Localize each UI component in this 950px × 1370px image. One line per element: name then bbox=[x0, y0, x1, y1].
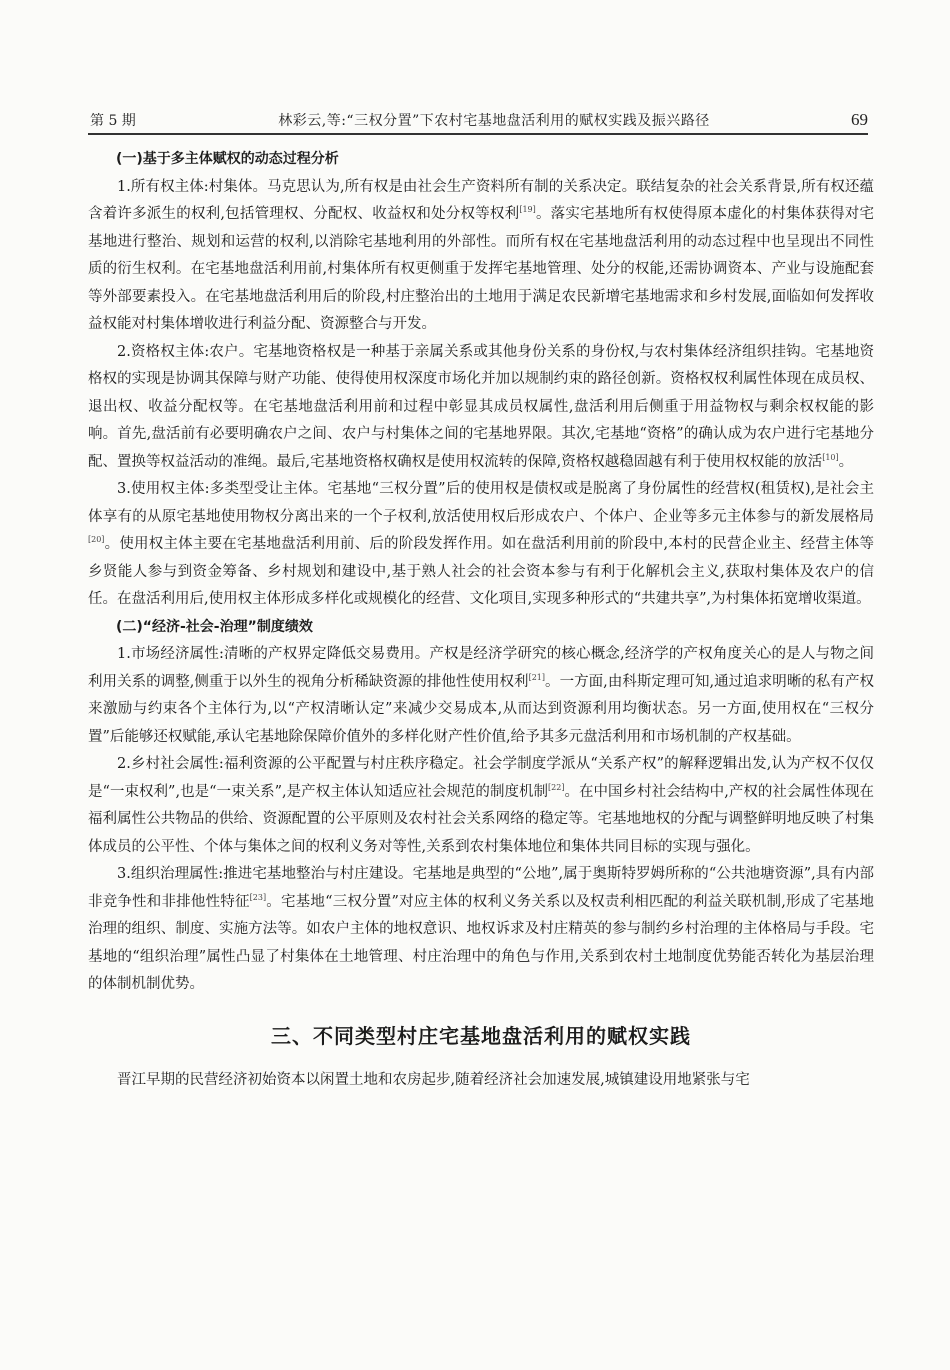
citation-ref: [10] bbox=[822, 452, 839, 462]
citation-ref: [22] bbox=[548, 782, 565, 792]
paragraph-text: 。使用权主体主要在宅基地盘活利用前、后的阶段发挥作用。如在盘活利用前的阶段中,本村的民营企业主、经营主体等乡贤能人参与到资金筹备、乡村规划和建设中,基于熟人社会的社会资本参与有利于化解机会主义,获取村集体及农户的信任。在盘活利用后,使用权主体形成多样化或规模化的经营、文化项目,实现多种形式的“共建共享”,为村集体拓宽增收渠道。 bbox=[88, 536, 874, 607]
paragraph-rural-society bbox=[88, 751, 874, 861]
paragraph-text: 2.资格权主体:农户。宅基地资格权是一种基于亲属关系或其他身份关系的身份权,与农村集体经济组织挂钩。宅基地资格权的实现是协调其保障与财产功能、使得使用权深度市场化并加以规制约束的路径创新。资格权权利属性体现在成员权、退出权、收益分配权等。在宅基地盘活利用前和过程中彰显其成员权属性,盘活利用后侧重于用益物权与剩余权权能的影响。首先,盘活前有必要明确农户之间、农户与村集体之间的宅基地界限。其次,宅基地“资格”的确认成为农户进行宅基地分配、置换等权益活动的准绳。最后,宅基地资格权确权是使用权流转的保障,资格权越稳固越有利于使用权权能的放活 bbox=[88, 343, 874, 470]
paragraph-text: 。 bbox=[838, 453, 854, 470]
paragraph-text: 。宅基地“三权分置”对应主体的权利义务关系以及权责利相匹配的利益关联机制,形成了宅基地治理的组织、制度、实施方法等。如农户主体的地权意识、地权诉求及村庄精英的参与制约乡村治理的主体格局与手段。宅基地的“组织治理”属性凸显了村集体在土地管理、村庄治理中的角色与作用,关系到农村土地制度优势能否转化为基层治理的体制机制优势。 bbox=[88, 893, 874, 992]
paragraph-text: 1.市场经济属性:清晰的产权界定降低交易费用。产权是经济学研究的核心概念,经济学的产权角度关心的是人与物之间利用关系的调整,侧重于以外生的视角分析稀缺资源的排他性使用权利 bbox=[88, 646, 874, 690]
subsection-2-title: (二)“经济-社会-治理”制度绩效 bbox=[116, 618, 313, 635]
paragraph-governance bbox=[88, 861, 874, 999]
running-title: 林彩云,等:“三权分置”下农村宅基地盘活利用的赋权实践及振兴路径 bbox=[278, 113, 710, 129]
paragraph-ownership bbox=[88, 174, 874, 339]
citation-ref: [21] bbox=[528, 672, 546, 682]
page-number: 69 bbox=[851, 110, 868, 129]
page-header bbox=[90, 100, 868, 130]
paragraph-jinjiang: 晋江早期的民营经济初始资本以闲置土地和农房起步,随着经济社会加速发展,城镇建设用地紧张与宅 bbox=[117, 1071, 750, 1088]
paragraph-qualification bbox=[88, 339, 874, 477]
subsection-1-title: (一)基于多主体赋权的动态过程分析 bbox=[116, 151, 339, 167]
paragraph-market-economy bbox=[88, 641, 874, 751]
citation-ref: [23] bbox=[249, 892, 267, 902]
section-3-title: 三、不同类型村庄宅基地盘活利用的赋权实践 bbox=[271, 1023, 691, 1048]
citation-ref: [19] bbox=[519, 205, 536, 215]
header-rule bbox=[88, 133, 868, 135]
article-body bbox=[88, 146, 874, 1094]
paragraph-text: 3.使用权主体:多类型受让主体。宅基地“三权分置”后的使用权是债权或是脱离了身份属性的经营权(租赁权),是社会主体享有的从原宅基地使用物权分离出来的一个子权利,放活使用权后形成农户、个体户、企业等多元主体参与的新发展格局 bbox=[88, 481, 874, 525]
citation-ref: [20] bbox=[88, 535, 105, 545]
paragraph-use-right bbox=[88, 476, 874, 614]
paragraph-text: 1.所有权主体:村集体。马克思认为,所有权是由社会生产资料所有制的关系决定。联结复杂的社会关系背景,所有权还蕴含着许多派生的权利,包括管理权、分配权、收益权和处分权等权利 bbox=[88, 178, 874, 222]
paragraph-text: 。在中国乡村社会结构中,产权的社会属性体现在福利属性公共物品的供给、资源配置的公平原则及农村社会关系网络的稳定等。宅基地地权的分配与调整鲜明地反映了村集体成员的公平性、个体与集体之间的权利义务对等性,关系到农村集体地位和集体共同目标的实现与强化。 bbox=[88, 783, 874, 855]
paragraph-text: 。一方面,由科斯定理可知,通过追求明晰的私有产权来激励与约束各个主体行为,以“产权清晰认定”来减少交易成本,从而达到资源利用均衡状态。另一方面,使用权在“三权分置”后能够还权赋能,承认宅基地除保障价值外的多样化财产性价值,给予其多元盘活利用和市场机制的产权基础。 bbox=[88, 673, 874, 745]
paragraph-text: 2.乡村社会属性:福利资源的公平配置与村庄秩序稳定。社会学制度学派从“关系产权”的解释逻辑出发,认为产权不仅仅是“一束权利”,也是“一束关系”,是产权主体认知适应社会规范的制度机制 bbox=[88, 756, 874, 800]
paragraph-text: 。落实宅基地所有权使得原本虚化的村集体获得对宅基地进行整治、规划和运营的权利,以消除宅基地利用的外部性。而所有权在宅基地盘活利用的动态过程中也呈现出不同性质的衍生权利。在宅基地盘活利用前,村集体所有权更侧重于发挥宅基地管理、处分的权能,还需协调资本、产业与设施配套等外部要素投入。在宅基地盘活利用后的阶段,村庄整治出的土地用于满足农民新增宅基地需求和乡村发展,面临如何发挥收益权能对村集体增收进行利益分配、资源整合与开发。 bbox=[88, 206, 875, 332]
paragraph-text: 3.组织治理属性:推进宅基地整治与村庄建设。宅基地是典型的“公地”,属于奥斯特罗姆所称的“公共池塘资源”,具有内部非竞争性和非排他性特征 bbox=[88, 866, 874, 910]
issue-label: 第 5 期 bbox=[90, 113, 136, 129]
